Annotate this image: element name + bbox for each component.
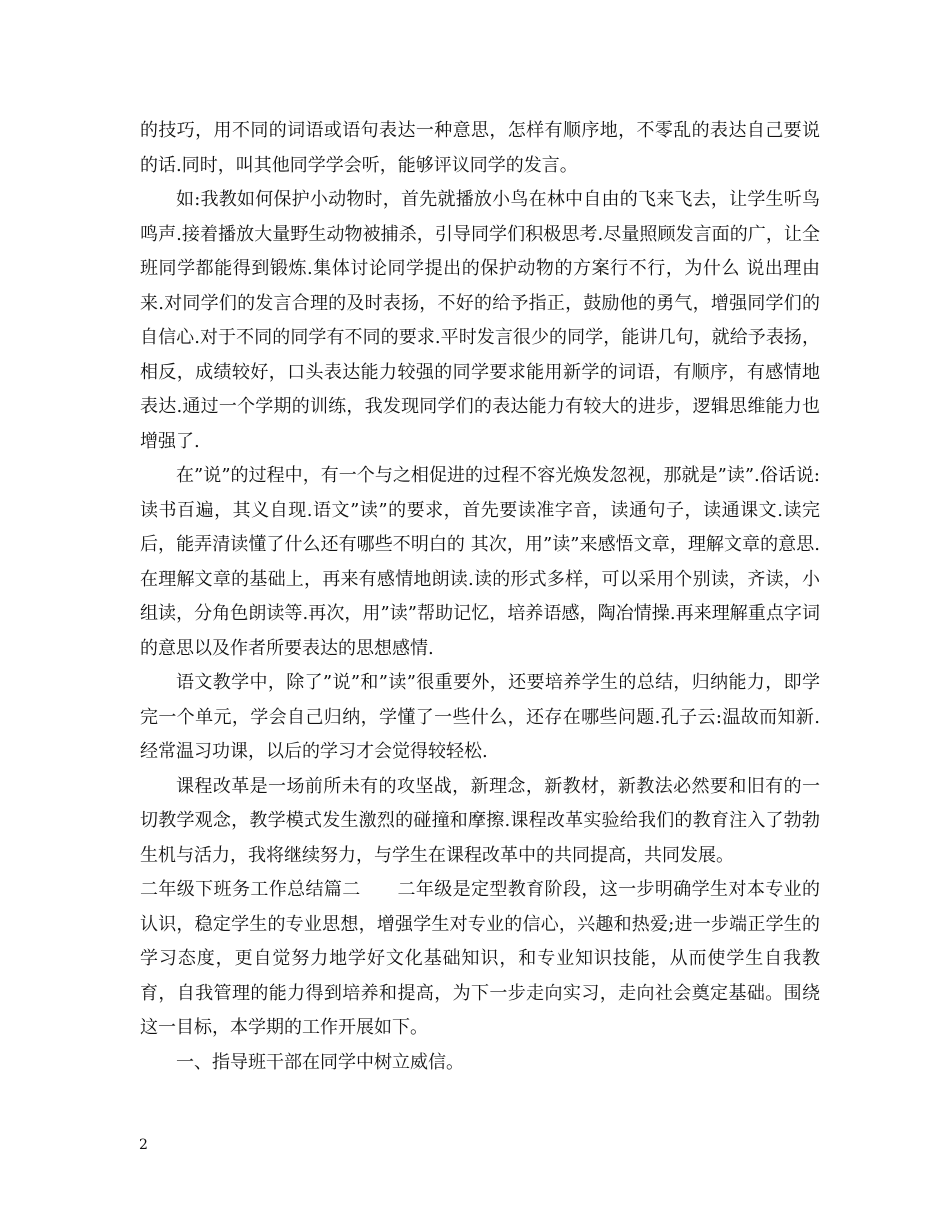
paragraph-curriculum-reform: 课程改革是一场前所未有的攻坚战，新理念，新教材，新教法必然要和旧有的一切教学观念，教学模式发生激烈的碰撞和摩擦.课程改革实验给我们的教育注入了勃勃生机与活力，我将继续努力，与学生在课程改革中的共同提高，共同发展。 — [140, 775, 820, 866]
paragraph-heading-one: 一、指导班干部在同学中树立威信。 — [176, 1051, 464, 1073]
paragraph-example: 如:我教如何保护小动物时，首先就播放小鸟在林中自由的飞来飞去，让学生听鸟鸣声.接着播放大量野生动物被捕杀，引导同学们积极思考.尽量照顾发言面的广，让全班同学都能得到锻炼.集体讨论同学提出的保护动物的方案行不行，为什么 说出理由来.对同学们的发言合理的及时表扬，不好的给予指正，鼓励他的勇气，增强同学们的自信心.对于不同的同学有不同的要求.平时发言很少的同学，能讲几句，就给予表扬，相反，成绩较好，口头表达能力较强的同学要求能用新学的词语，有顺序，有感情地表达.通过一个学期的训练，我发现同学们的表达能力有较大的进步，逻辑思维能力也增强了. — [140, 189, 820, 452]
page-number: 2 — [139, 1137, 148, 1153]
document-page — [140, 114, 820, 1080]
paragraph-reading: 在”说”的过程中，有一个与之相促进的过程不容光焕发忽视，那就是”读”.俗话说:读书百遍，其义自现.语文”读”的要求，首先要读准字音，读通句子，读通课文.读完后，能弄清读懂了什么还有哪些不明白的 其次，用”读”来感悟文章，理解文章的意思.在理解文章的基础上，再来有感情地朗读.读的形式多样，可以采用个别读，齐读，小组读，分角色朗读等.再次，用”读”帮助记忆，培养语感，陶冶情操.再来理解重点字词的意思以及作者所要表达的思想感情. — [140, 465, 820, 659]
paragraph-continuation: 的技巧，用不同的词语或语句表达一种意思，怎样有顺序地，不零乱的表达自己要说的话.同时，叫其他同学学会听，能够评议同学的发言。 — [140, 120, 820, 176]
paragraph-summary: 语文教学中，除了”说”和”读”很重要外，还要培养学生的总结，归纳能力，即学完一个单元，学会自己归纳，学懂了一些什么，还存在哪些问题.孔子云:温故而知新.经常温习功课，以后的学习才会觉得较轻松. — [140, 672, 820, 762]
paragraph-section-two: 二年级下班务工作总结篇二 二年级是定型教育阶段，这一步明确学生对本专业的认识，稳定学生的专业思想，增强学生对专业的信心，兴趣和热爱;进一步端正学生的学习态度，更自觉努力地学好文化基础知识，和专业知识技能，从而使学生自我教育，自我管理的能力得到培养和提高，为下一步走向实习，走向社会奠定基础。围绕这一目标，本学期的工作开展如下。 — [140, 879, 820, 1038]
